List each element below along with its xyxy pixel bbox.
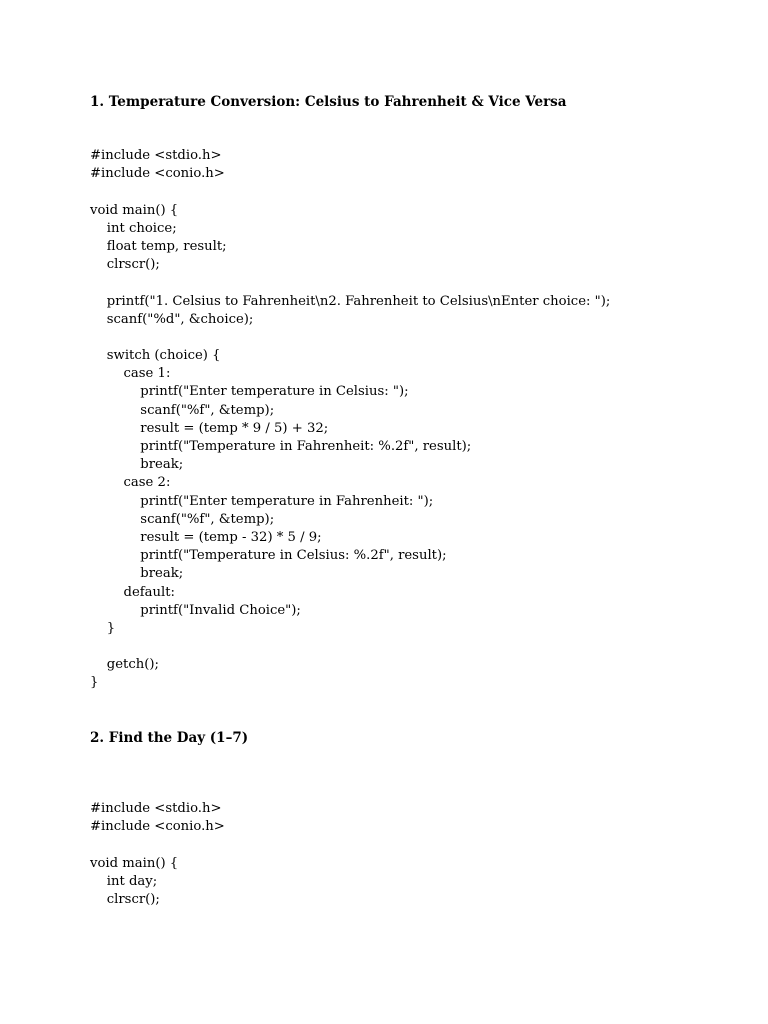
code-line: #include <stdio.h> [90, 148, 222, 163]
section-1-code-block [90, 147, 610, 693]
code-line: printf("Invalid Choice"); [90, 602, 301, 618]
code-line: clrscr(); [90, 257, 160, 273]
code-line [90, 274, 610, 292]
code-line: break; [90, 457, 184, 473]
section-2-heading: 2. Find the Day (1–7) [90, 730, 249, 746]
code-line: scanf("%d", &choice); [90, 311, 254, 327]
code-line [90, 638, 610, 656]
code-line: void main() { [90, 855, 179, 871]
code-line: case 1: [90, 366, 171, 382]
code-line [90, 329, 610, 347]
code-line: int day; [90, 873, 158, 889]
code-line: clrscr(); [90, 891, 160, 907]
code-line: int choice; [90, 220, 177, 236]
code-line: float temp, result; [90, 238, 227, 254]
code-line: scanf("%f", &temp); [90, 402, 275, 418]
section-1-heading: 1. Temperature Conversion: Celsius to Fahrenheit & Vice Versa [90, 94, 567, 110]
code-line: break; [90, 566, 184, 582]
code-line: getch(); [90, 657, 159, 673]
code-line: printf("Enter temperature in Celsius: "); [90, 384, 409, 400]
code-line: default: [90, 584, 175, 600]
code-line: printf("Temperature in Celsius: %.2f", result); [90, 548, 447, 564]
code-line: } [90, 675, 99, 691]
code-line: void main() { [90, 202, 179, 218]
code-line: scanf("%f", &temp); [90, 511, 275, 527]
code-line: result = (temp - 32) * 5 / 9; [90, 529, 322, 545]
code-line [90, 183, 610, 201]
code-line: printf("Temperature in Fahrenheit: %.2f", result); [90, 439, 472, 454]
section-2-code-block [90, 800, 225, 909]
code-line: #include <stdio.h> [90, 801, 222, 816]
code-line: printf("Enter temperature in Fahrenheit: "); [90, 493, 434, 509]
code-line: printf("1. Celsius to Fahrenheit\n2. Fahrenheit to Celsius\nEnter choice: "); [90, 293, 611, 309]
code-line: #include <conio.h> [90, 166, 225, 182]
code-line: switch (choice) { [90, 348, 221, 364]
code-line [90, 836, 225, 854]
code-line: result = (temp * 9 / 5) + 32; [90, 420, 329, 436]
code-line: #include <conio.h> [90, 819, 225, 835]
code-line: } [90, 620, 116, 636]
code-line: case 2: [90, 475, 171, 491]
